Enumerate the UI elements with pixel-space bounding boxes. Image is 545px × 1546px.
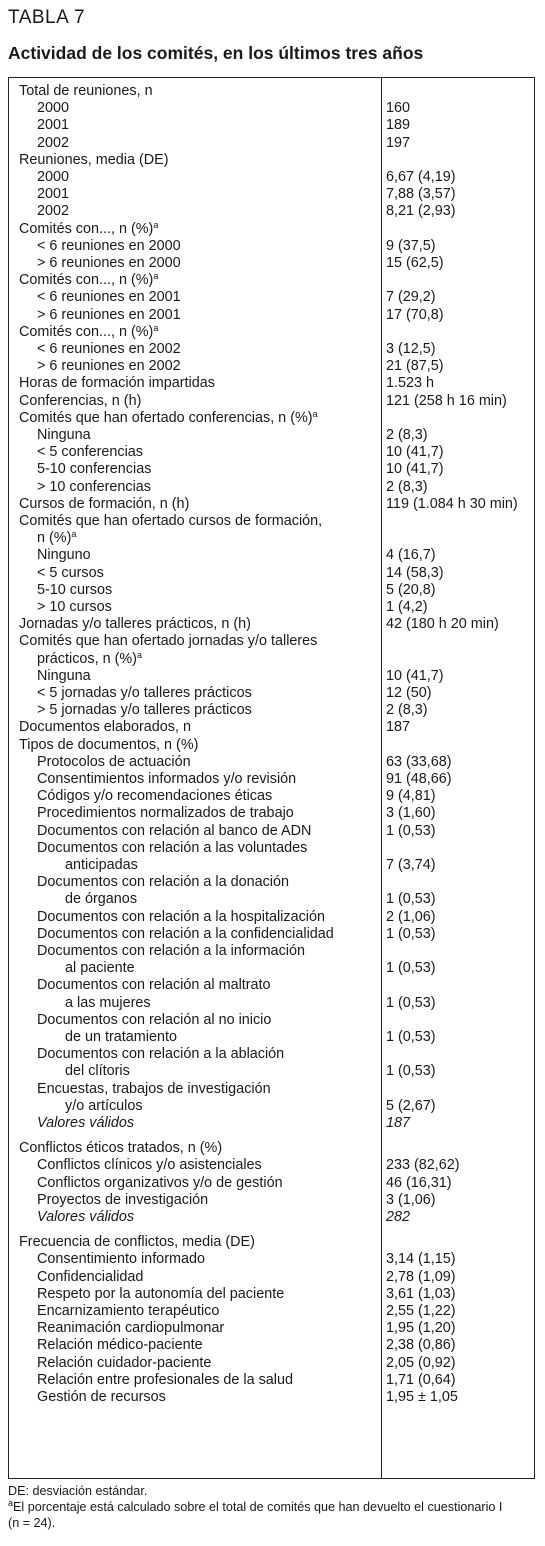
row-label	[37, 874, 289, 891]
row-label-text: Conferencias, n (h)	[19, 392, 142, 409]
row-label	[19, 324, 158, 341]
row-value: 5 (20,8)	[386, 581, 436, 598]
row-label	[37, 1355, 211, 1372]
row-label	[37, 771, 296, 788]
row-label	[37, 461, 151, 478]
row-label-text: Confidencialidad	[37, 1268, 144, 1285]
row-label-text: prácticos, n (%)	[37, 650, 137, 667]
row-value: 2,78 (1,09)	[386, 1268, 456, 1285]
row-label-text: < 6 reuniones en 2002	[37, 341, 181, 357]
row-value: 7 (3,74)	[386, 857, 436, 873]
row-label-text: del clítoris	[65, 1063, 130, 1080]
table-title: Actividad de los comités, en los últimos tres años	[8, 43, 424, 63]
row-label	[37, 565, 104, 582]
row-label-text: < 5 cursos	[37, 564, 104, 581]
row-label-text: Comités con..., n (%)	[19, 220, 154, 237]
row-value: 1 (0,53)	[386, 891, 436, 908]
row-label-text: 2000	[37, 100, 70, 117]
row-value: 42 (180 h 20 min)	[386, 616, 499, 633]
row-label	[37, 289, 181, 306]
row-value: 12 (50)	[386, 685, 432, 701]
row-label	[37, 823, 311, 840]
footnote-marker: a	[153, 219, 159, 230]
row-value: 21 (87,5)	[386, 358, 444, 375]
row-label-text: Protocolos de actuación	[37, 753, 191, 770]
row-value: 2 (8,3)	[386, 702, 428, 719]
row-label	[19, 83, 153, 100]
row-label	[37, 307, 181, 324]
row-label-text: Frecuencia de conflictos, media (DE)	[19, 1234, 255, 1251]
row-label-text: Códigos y/o recomendaciones éticas	[37, 788, 273, 805]
row-label	[65, 1029, 177, 1046]
row-value: 3,14 (1,15)	[386, 1251, 456, 1268]
data-table	[8, 77, 535, 1479]
row-label	[19, 1234, 255, 1251]
row-label	[37, 1175, 283, 1192]
row-value: 3,61 (1,03)	[386, 1285, 456, 1302]
row-value: 15 (62,5)	[386, 255, 444, 271]
row-value: 2,38 (0,86)	[386, 1337, 456, 1354]
row-label-text: Total de reuniones, n	[19, 83, 153, 99]
row-label-text: Horas de formación impartidas	[19, 375, 215, 392]
row-label	[37, 651, 142, 668]
row-label-text: Procedimientos normalizados de trabajo	[37, 805, 294, 822]
footnote-marker: a	[8, 1498, 14, 1508]
table-label: TABLA 7	[8, 7, 86, 28]
row-label-text: Documentos con relación a la ablación	[37, 1046, 285, 1063]
row-value: 2,55 (1,22)	[386, 1303, 456, 1319]
row-label-text: anticipadas	[65, 857, 138, 873]
row-label-text: Comités que han ofertado jornadas y/o talleres	[19, 633, 318, 650]
row-label	[37, 1286, 284, 1303]
row-label	[37, 427, 91, 444]
row-label-text: Valores válidos	[37, 1209, 135, 1225]
row-label-text: Ninguna	[37, 667, 91, 684]
row-label-text: < 6 reuniones en 2000	[37, 237, 181, 254]
row-value: 1,95 ± 1,05	[386, 1389, 458, 1405]
row-value: 2 (8,3)	[386, 427, 428, 443]
row-value: 2 (8,3)	[386, 478, 428, 495]
row-label-text: de un tratamiento	[65, 1029, 177, 1045]
row-label-text: < 5 conferencias	[37, 444, 143, 461]
row-label	[37, 1320, 224, 1337]
row-label-text: > 5 jornadas y/o talleres prácticos	[37, 702, 252, 719]
row-label	[37, 255, 181, 272]
row-value: 1 (0,53)	[386, 822, 436, 839]
row-label-text: 5-10 cursos	[37, 581, 113, 598]
row-label	[37, 1046, 284, 1063]
row-value: 187	[386, 1115, 411, 1131]
row-label	[65, 1063, 130, 1080]
row-label-text: 2000	[37, 169, 70, 185]
row-value: 1 (0,53)	[386, 994, 436, 1011]
row-value: 3 (1,60)	[386, 805, 436, 822]
row-label-text: Conflictos clínicos y/o asistenciales	[37, 1157, 262, 1174]
footnote-a-continued: (n = 24).	[8, 1516, 56, 1530]
row-value: 91 (48,66)	[386, 771, 452, 787]
row-value: 1,71 (0,64)	[386, 1371, 456, 1388]
row-label-text: Cursos de formación, n (h)	[19, 495, 190, 512]
row-label-text: Reanimación cardiopulmonar	[37, 1320, 225, 1337]
row-label	[37, 479, 151, 496]
row-label-text: Documentos con relación a la donación	[37, 874, 289, 891]
row-label	[37, 1209, 134, 1226]
row-label	[37, 805, 294, 822]
footnote-marker: a	[136, 649, 142, 660]
row-label-text: Consentimientos informados y/o revisión	[37, 771, 297, 787]
row-label	[37, 1192, 208, 1209]
row-label	[37, 1372, 293, 1389]
row-label-text: > 6 reuniones en 2000	[37, 255, 181, 271]
row-label	[37, 169, 69, 186]
row-value: 3 (1,06)	[386, 1191, 436, 1208]
row-value: 1 (4,2)	[386, 599, 428, 615]
row-label	[37, 1012, 271, 1029]
row-label-text: Tipos de documentos, n (%)	[19, 736, 199, 753]
row-label-text: Relación médico-paciente	[37, 1337, 203, 1354]
row-label-text: 2001	[37, 186, 70, 203]
row-label	[37, 909, 325, 926]
row-value: 10 (41,7)	[386, 444, 444, 461]
row-label-text: Relación cuidador-paciente	[37, 1354, 212, 1371]
row-label	[37, 186, 69, 203]
row-label-text: > 6 reuniones en 2001	[37, 306, 181, 323]
row-label-text: a las mujeres	[65, 994, 151, 1011]
row-label-text: Documentos con relación a la confidencialidad	[37, 925, 334, 942]
row-value: 7,88 (3,57)	[386, 186, 456, 203]
row-label	[37, 840, 307, 857]
row-label-text: Documentos con relación a las voluntades	[37, 839, 308, 856]
row-label	[19, 513, 322, 530]
row-label-text: > 6 reuniones en 2002	[37, 358, 181, 375]
row-value: 9 (4,81)	[386, 788, 436, 805]
row-label-text: Respeto por la autonomía del paciente	[37, 1285, 285, 1302]
row-value: 46 (16,31)	[386, 1174, 452, 1191]
row-label	[37, 1251, 205, 1268]
row-value: 233 (82,62)	[386, 1157, 460, 1174]
row-label-text: Encarnizamiento terapéutico	[37, 1303, 220, 1319]
row-label-text: 2002	[37, 203, 70, 220]
row-label-text: Comités que han ofertado conferencias, n (%)	[19, 409, 313, 426]
row-value: 1.523 h	[386, 375, 435, 392]
row-label	[65, 960, 135, 977]
row-label	[37, 788, 272, 805]
row-label-text: Jornadas y/o talleres prácticos, n (h)	[19, 616, 251, 633]
row-label-text: Consentimiento informado	[37, 1251, 205, 1268]
row-label	[37, 135, 69, 152]
row-value: 10 (41,7)	[386, 461, 444, 478]
row-label-text: > 10 conferencias	[37, 478, 152, 495]
row-value: 1 (0,53)	[386, 925, 436, 942]
row-value: 8,21 (2,93)	[386, 203, 456, 220]
row-label-text: de órganos	[65, 891, 138, 908]
footnote-de: DE: desviación estándar.	[8, 1484, 148, 1498]
row-label-text: Documentos elaborados, n	[19, 719, 191, 736]
row-label	[19, 393, 141, 410]
row-label	[37, 238, 181, 255]
row-label-text: Documentos con relación al banco de ADN	[37, 822, 312, 839]
row-label-text: < 6 reuniones en 2001	[37, 289, 181, 306]
row-label-text: Proyectos de investigación	[37, 1191, 209, 1208]
footnote-marker: a	[153, 322, 159, 333]
row-value: 160	[386, 100, 411, 117]
row-label-text: Documentos con relación a la información	[37, 943, 305, 959]
row-label-text: Reuniones, media (DE)	[19, 151, 169, 168]
row-label	[65, 891, 137, 908]
row-value: 1,95 (1,20)	[386, 1320, 456, 1337]
row-value: 282	[386, 1209, 411, 1225]
row-label	[19, 616, 251, 633]
row-label	[37, 1157, 262, 1174]
row-label-text: Conflictos éticos tratados, n (%)	[19, 1140, 223, 1157]
row-value: 7 (29,2)	[386, 289, 436, 306]
row-label-text: Comités con..., n (%)	[19, 323, 154, 340]
row-label	[37, 754, 191, 771]
row-value: 1 (0,53)	[386, 1029, 436, 1045]
row-label	[37, 943, 305, 960]
row-label	[37, 685, 252, 702]
row-label-text: Comités con..., n (%)	[19, 272, 154, 289]
row-label	[19, 719, 191, 736]
row-label	[19, 496, 189, 513]
row-label	[19, 375, 215, 392]
row-value: 1 (0,53)	[386, 960, 436, 977]
row-label-text: Documentos con relación a la hospitalización	[37, 908, 325, 925]
row-value: 10 (41,7)	[386, 667, 444, 684]
row-value: 14 (58,3)	[386, 564, 444, 581]
row-value: 1 (0,53)	[386, 1063, 436, 1080]
row-label	[19, 152, 169, 169]
row-value: 189	[386, 117, 411, 134]
footnote-a-text: El porcentaje está calculado sobre el total de comités que han devuelto el cuestionario I	[13, 1500, 503, 1514]
row-label	[37, 547, 91, 564]
column-divider	[381, 78, 382, 1478]
row-label-text: Conflictos organizativos y/o de gestión	[37, 1174, 283, 1191]
row-label-text: Comités que han ofertado cursos de formación,	[19, 513, 323, 529]
row-value: 121 (258 h 16 min)	[386, 392, 507, 409]
row-label-text: Valores válidos	[37, 1115, 135, 1131]
row-label	[37, 668, 91, 685]
row-label	[19, 737, 198, 754]
row-label-text: 5-10 conferencias	[37, 461, 152, 478]
row-label-text: > 10 cursos	[37, 599, 112, 615]
row-label	[37, 599, 112, 616]
row-label-text: Documentos con relación al no inicio	[37, 1011, 272, 1028]
row-label	[37, 1269, 143, 1286]
footnote-marker: a	[153, 271, 159, 282]
row-value: 2,05 (0,92)	[386, 1354, 456, 1371]
row-value: 6,67 (4,19)	[386, 169, 456, 185]
row-value: 4 (16,7)	[386, 547, 436, 564]
row-label	[37, 702, 252, 719]
row-value: 2 (1,06)	[386, 908, 436, 925]
row-label	[37, 1389, 166, 1406]
row-value: 63 (33,68)	[386, 753, 452, 770]
footnote-marker: a	[312, 408, 318, 419]
row-label	[37, 582, 112, 599]
footnote-marker: a	[71, 529, 77, 540]
row-label	[65, 1098, 143, 1115]
row-label-text: Ninguna	[37, 427, 91, 443]
row-label	[37, 926, 334, 943]
row-label	[37, 977, 271, 994]
row-label	[37, 100, 69, 117]
row-label	[37, 1303, 219, 1320]
row-label-text: Relación entre profesionales de la salud	[37, 1371, 293, 1388]
row-label	[37, 444, 143, 461]
row-label	[37, 1337, 203, 1354]
row-label	[19, 410, 318, 427]
row-label-text: Gestión de recursos	[37, 1389, 166, 1405]
footnote-a	[8, 1500, 502, 1515]
row-value: 9 (37,5)	[386, 237, 436, 254]
row-value: 3 (12,5)	[386, 341, 436, 357]
row-label	[37, 530, 76, 547]
row-value: 5 (2,67)	[386, 1097, 436, 1114]
row-label	[65, 857, 138, 874]
row-label	[65, 995, 151, 1012]
row-label	[19, 272, 158, 289]
row-label	[19, 1140, 222, 1157]
row-label-text: al paciente	[65, 960, 135, 977]
row-label	[37, 341, 181, 358]
row-value: 197	[386, 134, 411, 151]
row-label-text: 2002	[37, 134, 70, 151]
row-label-text: < 5 jornadas y/o talleres prácticos	[37, 685, 252, 701]
row-label-text: 2001	[37, 117, 70, 134]
row-label	[37, 117, 69, 134]
row-value: 119 (1.084 h 30 min)	[386, 495, 518, 512]
row-label-text: Ninguno	[37, 547, 91, 564]
row-value: 187	[386, 719, 411, 736]
row-label-text: Documentos con relación al maltrato	[37, 977, 271, 994]
row-label	[37, 1081, 271, 1098]
row-value: 17 (70,8)	[386, 306, 444, 323]
row-label	[19, 221, 158, 238]
row-label	[37, 1115, 134, 1132]
row-label-text: y/o artículos	[65, 1097, 143, 1114]
row-label-text: n (%)	[37, 530, 72, 547]
row-label	[37, 358, 181, 375]
row-label	[37, 203, 69, 220]
row-label-text: Encuestas, trabajos de investigación	[37, 1080, 271, 1097]
row-label	[19, 633, 317, 650]
